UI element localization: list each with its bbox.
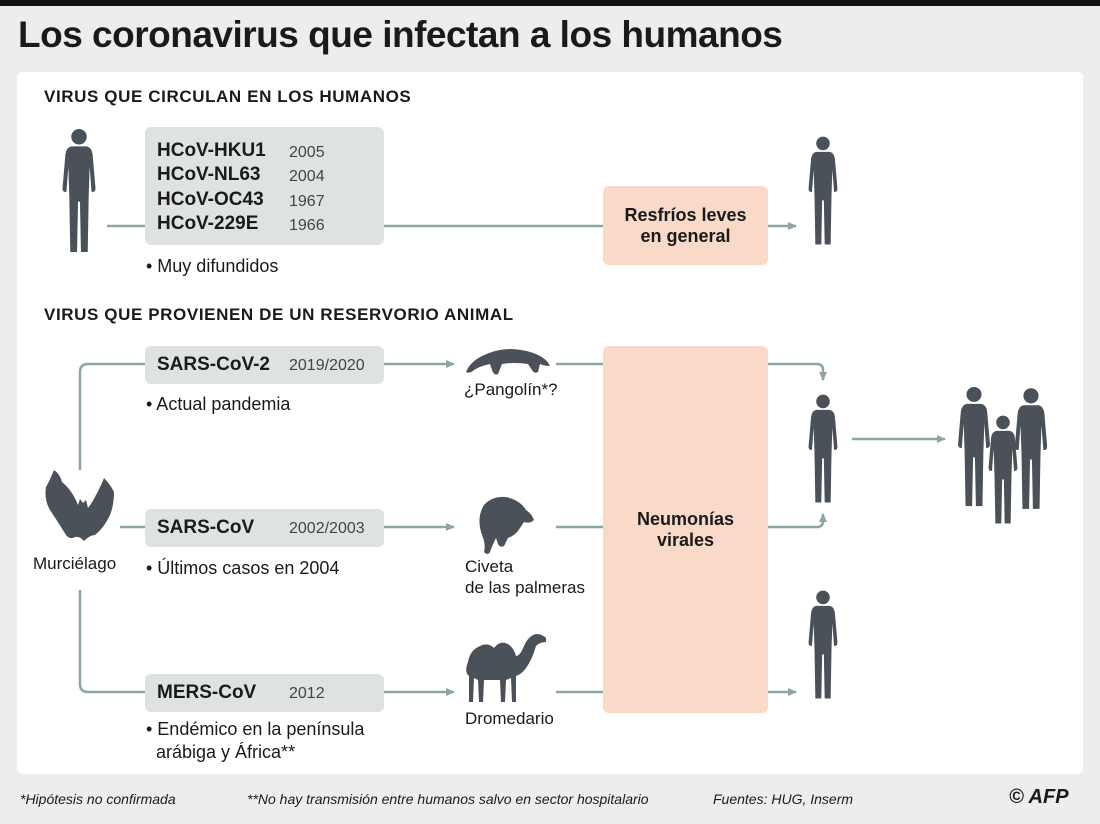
virus-note: • Actual pandemia (146, 394, 291, 414)
virus-name: HCoV-HKU1 (157, 140, 266, 161)
virus-box-mers-cov (145, 674, 384, 712)
outcome-viral-pneumonia (603, 346, 768, 713)
footnote-hypothesis: *Hipótesis no confirmada (20, 791, 176, 807)
virus-note: • Muy difundidos (146, 256, 279, 276)
bat-icon (46, 470, 115, 541)
human-silhouette-icon (63, 129, 96, 252)
human-silhouette-icon (809, 591, 838, 699)
page-title: Los coronavirus que infectan a los humanos (18, 14, 783, 55)
pangolin-icon (466, 349, 550, 375)
civet-label-line: de las palmeras (465, 578, 586, 597)
human-silhouette-icon (989, 416, 1018, 524)
sources: Fuentes: HUG, Inserm (713, 791, 854, 807)
human-silhouette-icon (958, 387, 990, 506)
virus-year: 2005 (289, 144, 325, 161)
virus-name: HCoV-NL63 (157, 164, 261, 185)
human-silhouette-icon (809, 395, 838, 503)
virus-name: HCoV-229E (157, 213, 259, 234)
virus-box-sars-cov-2 (145, 346, 384, 384)
virus-year: 2012 (289, 685, 325, 702)
virus-year: 2019/2020 (289, 357, 365, 374)
virus-year: 1966 (289, 217, 325, 234)
note-line: arábiga y África** (156, 742, 296, 762)
virus-name: HCoV-OC43 (157, 189, 264, 210)
note-line: • Endémico en la península (146, 719, 365, 739)
civet-icon (479, 497, 534, 554)
virus-year: 1967 (289, 193, 325, 210)
virus-name: MERS-CoV (157, 682, 257, 703)
section-heading-humans: VIRUS QUE CIRCULAN EN LOS HUMANOS (44, 87, 412, 106)
civet-label (465, 556, 585, 598)
camel-label: Dromedario (465, 709, 554, 728)
outcome-mild-colds (603, 186, 768, 265)
human-silhouette-icon (809, 137, 838, 245)
virus-name: SARS-CoV (157, 517, 255, 538)
human-virus-list (145, 127, 384, 245)
bat-label: Murciélago (33, 554, 117, 573)
afp-logo: © AFP (1009, 786, 1069, 808)
pangolin-label: ¿Pangolín*? (464, 380, 558, 399)
civet-label-line: Civeta (465, 557, 514, 576)
outcome-label: Neumonías virales (636, 508, 735, 550)
virus-year: 2004 (289, 168, 325, 185)
section-heading-animal: VIRUS QUE PROVIENEN DE UN RESERVORIO ANIMAL (44, 305, 514, 324)
virus-note: • Últimos casos en 2004 (146, 558, 340, 578)
virus-year: 2002/2003 (289, 520, 365, 537)
outcome-label: Resfríos leves en general (624, 204, 747, 246)
virus-name: SARS-CoV-2 (157, 354, 270, 375)
virus-note (146, 718, 364, 764)
camel-icon (466, 634, 546, 702)
footnote-transmission: **No hay transmisión entre humanos salvo en sector hospitalario (247, 791, 649, 807)
human-silhouette-icon (1015, 388, 1047, 509)
virus-box-sars-cov (145, 509, 384, 547)
